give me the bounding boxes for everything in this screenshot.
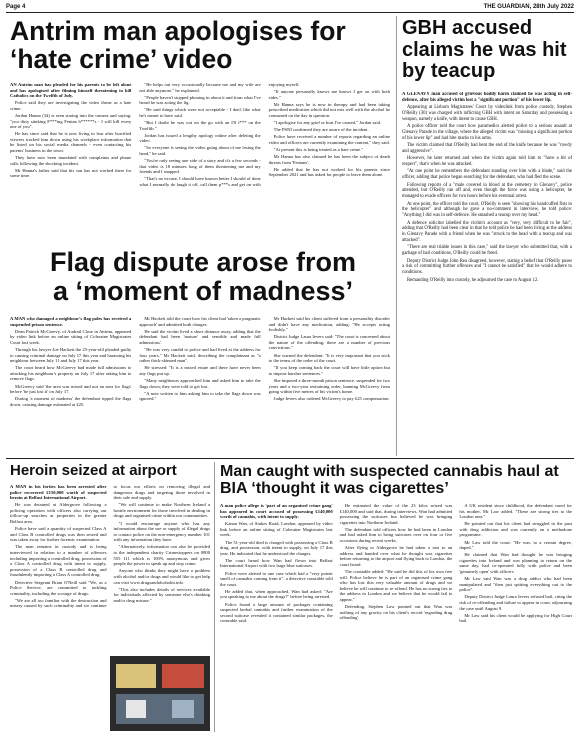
story1-para: Mr Hanna's father said that his son has not worked there for some time. xyxy=(10,167,132,179)
story5-para: Mr Law said his client would be applying for High Court bail. xyxy=(459,612,572,624)
story5-para: Police were alerted to one case which had a "very potent smell of cannabis coming from it", a detective constable told the court. xyxy=(220,570,333,587)
story5-para: The defendant told officers how he had been in London and had asked him to bring suitcases over on four or five occasions during recent weeks. xyxy=(339,526,453,544)
story5-para: He added that, when approached, Wan had asked: "Are you speaking to me about the drugs?" before being arrested. xyxy=(220,588,333,600)
story3-body xyxy=(10,316,390,452)
column-divider xyxy=(214,462,215,732)
story3-para: District Judge Laura Ievers said: "The court is concerned about the nature of the offending; there are a number of previous convictions." xyxy=(268,334,390,351)
story3-para: Through his lawyer Joe Hackett the 25-year-old pleaded guilty to causing criminal damage on July 17 this year and harassing his neighbour between July 11 and July 17 this year. xyxy=(10,346,132,364)
story1-body xyxy=(10,82,390,242)
header-rule xyxy=(6,12,574,13)
page-number: Page 4 xyxy=(6,4,26,10)
story1-para: Jordan has issued a lengthy apology online after deleting the video. xyxy=(139,132,261,144)
story3-headline xyxy=(10,248,396,306)
story3-para: She imposed a three-month prison sentence, suspended for two years and a two-year restraining order, banning McGreevy from going within five metres of his victim's home. xyxy=(268,377,390,395)
story2-para: Remanding O'Reilly into custody, he adjourned the case to August 12. xyxy=(407,277,539,283)
airport-photo-image xyxy=(110,656,210,731)
airport-photo xyxy=(110,656,210,731)
story2-body xyxy=(402,92,572,444)
story3-para: Mr Hackett told the court how his client had 'taken a pragmatic approach' and admitted both charges. xyxy=(139,316,261,327)
story1-para: "So everyone is seeing the video going about of me losing the head," he said. xyxy=(139,145,261,157)
story5-para: A man police allege is 'part of an organised crime gang' has appeared in court accused of possessing £140,000 worth of cannabis, with intent to supply. xyxy=(220,503,333,520)
story3-para: Dean Patrick McGreevy, of Audrail Close in Antrim, appeared by video link before an online sitting of Coleraine Magistrates Court last week. xyxy=(10,328,132,345)
story4-para: Police have said a quantity of suspected Class A and Class B controlled drugs was then seized and was taken away for further forensic examination. xyxy=(10,526,107,543)
story2-para: Appearing at Lisburn Magistrates' Court by videolink from police custody, Stephen O'Reilly (30) was charged with inflicting GBH with intent on Saturday and possessing a weapon, namely a knife, with intent to cause GBH. xyxy=(402,105,572,122)
story1-para: "You're only seeing one side of a story and it's a few seconds - that video is 18 minutes long of them threatening me and my friends and I snapped. xyxy=(139,158,261,175)
story1-para: He added that he has not worked for his parents since September 2021 and has asked for people to leave them alone. xyxy=(268,166,390,178)
story4-para: "This also includes details of services available for individuals affected by someone else's drinking and/or drug misuse." xyxy=(113,586,210,603)
story2-para: However, he later returned and when the victim again told him to "have a bit of respect", that's when he was attacked. xyxy=(402,156,572,168)
story1-para: Mr Hanna says he is now in therapy and had been taking prescribed medication which did not mix well with the alcohol he consumed on the day in question. xyxy=(268,101,390,118)
story3-para: She warned the defendant: "It is very important that you stick to the terms of the order of the court. xyxy=(268,352,390,364)
story4-para: The man remains in custody and is being interviewed in relation to a number of offences including importing a controlled drug, possession of a Class A controlled drug with intent to supply, possession of a Class B controlled drug and fraudulently importing a Class A controlled drug. xyxy=(10,544,107,578)
story1-para: They have now been inundated with complaints and phone calls following the shocking incident. xyxy=(10,155,132,166)
story5-para: Mr Law told the court: "He was, to a certain degree, duped." xyxy=(459,539,572,551)
story5-para: He pointed out that his client had struggled in the past with drug addiction and was currently on a methadone programme. xyxy=(459,521,572,538)
story5-para: Mr Law said Wan was a drug addict who had been manipulated and "then just spitting everything out to the police". xyxy=(459,576,572,593)
story1-para: "People haven't stopped phoning in about it and from what I've heard he was acting the lig. xyxy=(139,94,261,106)
story1-para: "At present this is being treated as a hate crime." xyxy=(273,146,364,152)
story3-para: During 'a moment of madness' the defendant ripped the flags down, causing damage estimated at £25. xyxy=(10,396,132,407)
story3-para: "He was very candid to police and had lived at the address for four years," Mr Hackett said, describing the complainant as "a rather thick-skinned man". xyxy=(139,346,261,364)
story5-headline: Man caught with suspected cannabis haul at BIA ‘thought it was cigarettes’ xyxy=(220,463,559,498)
story3-para: A MAN who damaged a neighbour's flag poles has received a suspended prison sentence. xyxy=(10,316,132,327)
story4-headline: Heroin seized at airport xyxy=(10,462,177,479)
story3-para: Mr Hackett said his client suffered from a personality disorder and didn't have any medication, adding: "He accepts acting foolishly." xyxy=(268,316,390,333)
story2-headline: GBH accused claims he was hit by teacup xyxy=(402,17,567,83)
story1-para: "He said things which were not acceptable - I don't like what he's meant to have said. xyxy=(139,107,261,118)
story4-para: Anyone who thinks they might have a problem with alcohol and/or drugs and would like to get help can visit www.drugsandalcoholni.info xyxy=(113,568,210,585)
story3-para: "Many neighbours approached him and asked him to take the flags down; they were told to get lost. xyxy=(139,377,261,389)
story5-body xyxy=(220,503,572,731)
story5-para: He claimed that Wan had thought he was bringing cigarettes into Ireland and was planning to return on the same day, had co-operated fully with police and been 'genuinely open' with officers. xyxy=(459,552,572,575)
story5-para: The constable added: "He said he did this of his own free will. Police believe he is part of an organised crime gang who has lost this very valuable amount of drugs and we believe he will continue to re-offend. He has no strong ties to the address in London and we believe that he would fail to appear." xyxy=(339,569,453,602)
story3-para: "A note written to him asking him to take the flags down was ignored." xyxy=(139,390,261,402)
story5-para: Deputy District Judge Laura Ievers refused bail, citing the risk of re-offending and failure to appear in court, adjourning the case until August 9. xyxy=(459,594,572,611)
story2-para: The victim claimed that O'Reilly had bent the end of the knife because he was "rowdy and aggressive". xyxy=(402,143,572,154)
story5-para: The 51-year-old died is charged with possessing a Class B drug, and possession, with intent to supply, on July 17 this year. He indicated that he understood the charges. xyxy=(220,539,333,556)
story4-para: "Alternatively, information can also be provided to the independent charity Crimestoppers on 0800 555 111 which is 100% anonymous and gives people the power to speak up and stop crime. xyxy=(113,544,210,567)
story1-para: The PSNI confirmed they are aware of the incident. xyxy=(273,127,369,133)
story1-para: "If anyone personally knows me knows I get on with both sides." xyxy=(268,89,390,100)
story2-para: Deputy District Judge John Rea disagreed, however, stating a belief that O'Reilly poses a risk of committing further offences and "I cannot be satisfied" that he would adhere to conditions. xyxy=(402,258,572,276)
story2-para: A defence solicitor labelled the victim's account as "very, very difficult to be fair", adding that O'Reilly had been clear in that he told police he had been living at the address in Glenavy Parade with a friend when he was "struck to the head with a teacup and was attacked". xyxy=(402,220,572,244)
story4-para: Detective Sergeant Brian O'Neill said "We, as a Police Service, are committed to tackling criminality, including the scourge of drugs. xyxy=(10,579,107,596)
story1-para: "But I doubt he was out on the go with an I'll f*** on the Twelfth." xyxy=(139,120,261,131)
story4-para: "I would encourage anyone who has any information about the use or supply of illegal drugs to contact police on the non-emergency number 101 with any information they have. xyxy=(113,520,210,543)
story5-para: After flying to Aldergrove he had taken a taxi to an address and handed over what he thought was cigarettes before returning to the airport and flying back to London, the court heard. xyxy=(339,545,453,567)
story3-headline-line1: Flag dispute arose from xyxy=(49,247,357,277)
story3-para: He stressed: "It is a mixed estate and there have never been any flags put up. xyxy=(139,365,261,376)
paper-date: THE GUARDIAN, 28th July 2022 xyxy=(483,4,574,10)
story5-para: The court heard how Wan had flown into Belfast International Airport with two large blue suitcases. xyxy=(220,557,333,569)
story5-para: Kanan Wan, of Stukes Road, London, appeared by video link before an online sitting of Coleraine Magistrates last week. xyxy=(220,521,333,538)
story1-para: "That's no excuse, I should have known better I should of done what I normally do laugh it off, call them p***s and get on with enjoying myself. xyxy=(139,82,300,187)
story5-para: A UK resident since childhood, the defendant cared for his mother, Mr Law added. "These are strong ties to the London area." xyxy=(459,503,572,520)
story1-para: Jordan Hanna (34) is seen staring into the camera and saying: "you dirty stinking F***ing Fenian b******s - I will kill every one of you". xyxy=(10,112,132,130)
story2-para: A GLENAVY man accused of grievous bodily harm claimed he was acting in self-defence, after his alleged victim lost a "significant portion" of his lower lip. xyxy=(402,92,572,103)
story1-para: "He helps out very occasionally because me and my wife are not able anymore," he explained. xyxy=(139,82,261,93)
section-rule xyxy=(6,458,574,459)
story3-para: He said the victim lived a short distance away, adding that the defendant had been 'mature' and sensible and made full admissions'. xyxy=(139,328,261,345)
story2-para: "There are real triable issues in this case," said the lawyer who submitted that, with a garbage of bail conditions, O'Reilly could be freed. xyxy=(402,245,572,257)
story2-para: "At one point he remembers the defendant standing over him with a blade," said the officer, adding that police began searching for the defendant, who had fled the scene. xyxy=(402,169,572,181)
story2-para: A police officer told the court how paramedics alerted police to a serious assault at Glenavy Parade in the village, where the alleged victim was "missing a significant portion of his lower lip" and had bite marks to his arms. xyxy=(402,124,572,141)
story3-para: The court heard how McGreevy had made full admissions to attacking his neighbour's property on July 17 after asking him to remove flags. xyxy=(10,365,132,382)
story3-headline-line2: a ‘moment of madness’ xyxy=(52,276,354,307)
story1-para: Police have received a number of reports regarding an online video and officers are currently examining the content," they said. xyxy=(268,134,390,145)
story4-para: A MAN in his forties has been arrested after police recovered £150,000 worth of suspected heroin at Belfast International Airport. xyxy=(10,484,107,501)
column-divider xyxy=(396,16,397,456)
story4-para: "We will continue to make Northern Ireland a hostile environment for those involved in dealing in drugs and organised crime within our communities. xyxy=(113,502,210,519)
story3-para: McGreevy said 'the area was mixed and not an area for flags' before 'he just lost it' on July 17. xyxy=(10,383,132,395)
story3-para: Judge Ievers also ordered McGreevy to pay £25 compensation. xyxy=(273,396,390,402)
story4-para: "We are all too familiar with the destruction and misery caused by such criminality and we continue to focus our efforts on removing illegal and dangerous drugs and targeting those involved in their sale and supply. xyxy=(10,484,210,609)
story1-para: Police said they are investigating the video threat as a hate crime. xyxy=(10,100,132,111)
story3-para: "If you keep coming back the court will have little option but to impose harsher sentences." xyxy=(268,365,390,376)
story5-para: He estimated the value of the 23 kilos seized was £140,000 and said that, during interviews, Wan had admitted possessing the suitcases but believed he was bringing cigarettes into Northern Ireland. xyxy=(339,503,453,525)
story5-para: Police found a large amount of packages containing suspected herbal cannabis and further examination of the second suitcase revealed it contained similar packages, the constable said. xyxy=(220,601,333,624)
story1-para: "I apologise for any grief or hurt I've caused," Jordan said. xyxy=(273,120,382,126)
story2-para: Following reports of a "male covered in blood at the cemetery in Glenavy", police attended, but O'Reilly ran off and, even though the force was using a helicopter, he managed to evade officers for two hours before his eventual arrest. xyxy=(402,182,572,200)
story1-para: He has since said that he is now living in fear after horrified viewers tracked him down using his workplace information that he listed on his social media channels - even contacting his parents' business in the town. xyxy=(10,131,132,154)
story4-body xyxy=(10,484,210,654)
story5-para: Defending, Stephen Law pointed out that Wan was nothing of any gravity on his client's record 'regarding drug offending'. xyxy=(339,604,453,621)
story4-para: He was detained at Aldergrove following a policing operation with officers also carrying out follow-up searches at properties in the greater Belfast area. xyxy=(10,502,107,525)
story1-para: Mr Hanna has also claimed he has been the subject of death threats from 'Fenians'. xyxy=(268,154,390,165)
story1-headline: Antrim man apologises for ‘hate crime’ video xyxy=(10,16,346,74)
story2-para: At one point, the officer told the court, O'Reilly is seen "showing his handcuffed fists to the helicopter" and although he gave a no-comment in interview, he told police: "Anything I did was in self-defence. He smashed a teacup over my head." xyxy=(402,201,572,219)
story1-para: AN Antrim man has pleaded for his parents to be left alone and has apologised after filming himself threatening to kill Catholics on the Twelfth of July. xyxy=(10,82,132,99)
